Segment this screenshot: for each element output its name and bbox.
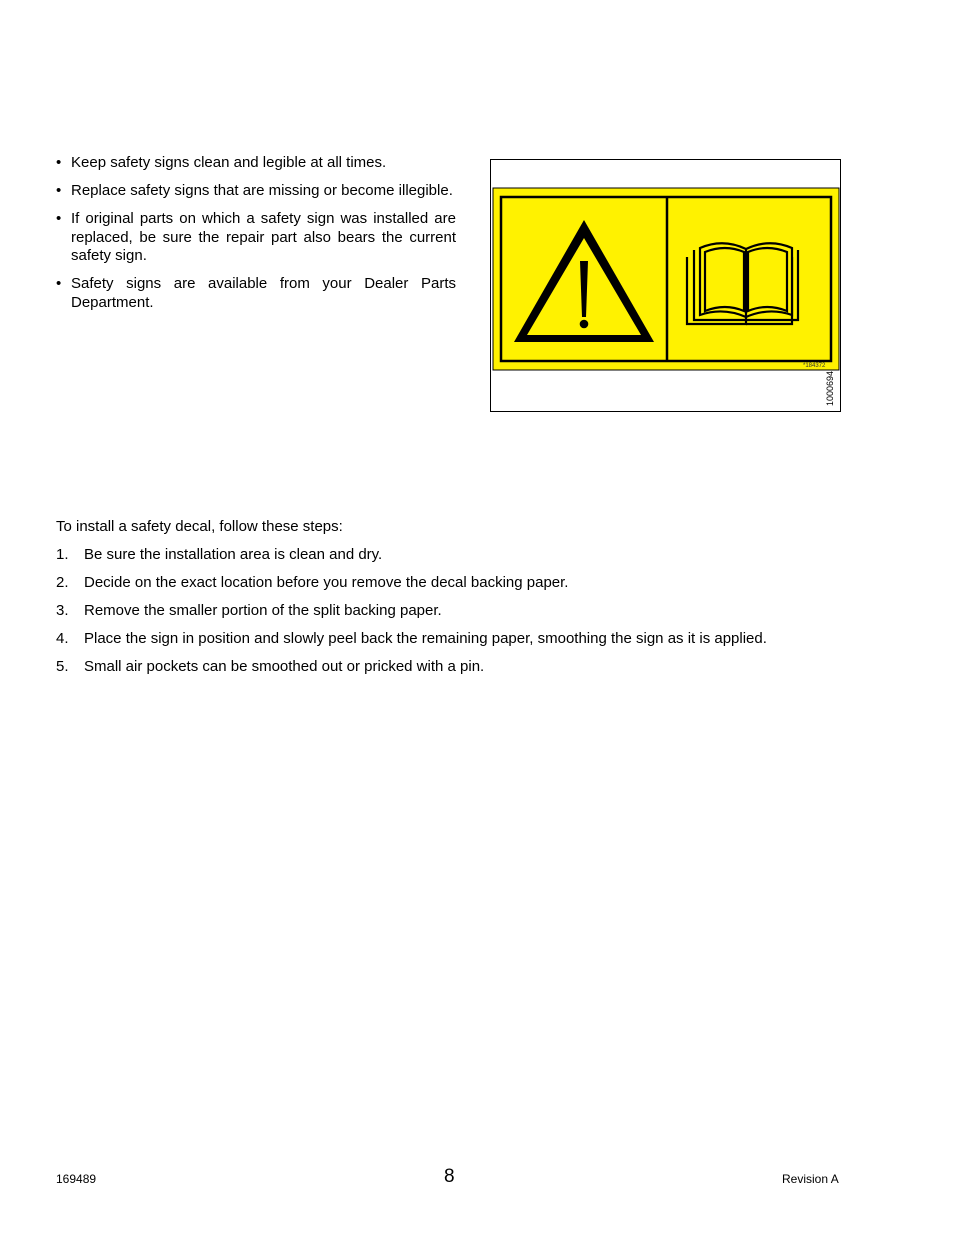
bullet-marker: •	[56, 154, 62, 171]
step-item	[56, 602, 856, 621]
step-item	[56, 658, 856, 677]
bullet-item	[56, 154, 456, 173]
bullet-text: If original parts on which a safety sign was installed are replaced, be sure the repair part also bears the current safety sign.	[71, 210, 456, 264]
safety-decal-graphic	[491, 160, 840, 411]
step-text: Decide on the exact location before you remove the decal backing paper.	[84, 574, 569, 591]
bullet-item	[56, 210, 456, 266]
step-number: 1.	[56, 546, 69, 563]
bullet-item	[56, 275, 456, 312]
bullet-marker: •	[56, 210, 62, 227]
figure-id: 1000694	[825, 370, 835, 406]
bullet-text: Replace safety signs that are missing or become illegible.	[71, 182, 453, 199]
step-item	[56, 574, 856, 593]
bullet-item	[56, 182, 456, 201]
decal-part-number: *184372	[803, 363, 826, 369]
step-number: 4.	[56, 630, 69, 647]
bullet-text: Safety signs are available from your Dealer Parts Department.	[71, 275, 456, 311]
safety-sign-bullet-list	[56, 154, 456, 322]
step-number: 2.	[56, 574, 69, 591]
page-number: 8	[444, 1166, 455, 1187]
install-steps-list	[56, 546, 856, 686]
safety-decal-figure	[490, 159, 841, 412]
step-text: Small air pockets can be smoothed out or pricked with a pin.	[84, 658, 485, 675]
install-intro: To install a safety decal, follow these steps:	[56, 518, 343, 535]
step-text: Remove the smaller portion of the split backing paper.	[84, 602, 442, 619]
revision-label: Revision A	[782, 1172, 839, 1186]
step-number: 3.	[56, 602, 69, 619]
bullet-marker: •	[56, 182, 62, 199]
step-item	[56, 630, 856, 649]
step-item	[56, 546, 856, 565]
step-number: 5.	[56, 658, 69, 675]
step-text: Be sure the installation area is clean and dry.	[84, 546, 383, 563]
bullet-text: Keep safety signs clean and legible at all times.	[71, 154, 387, 171]
operator-manual-book-icon	[687, 243, 798, 324]
step-text: Place the sign in position and slowly peel back the remaining paper, smoothing the sign as it is applied.	[84, 630, 767, 647]
document-number: 169489	[56, 1172, 97, 1186]
bullet-marker: •	[56, 275, 62, 292]
